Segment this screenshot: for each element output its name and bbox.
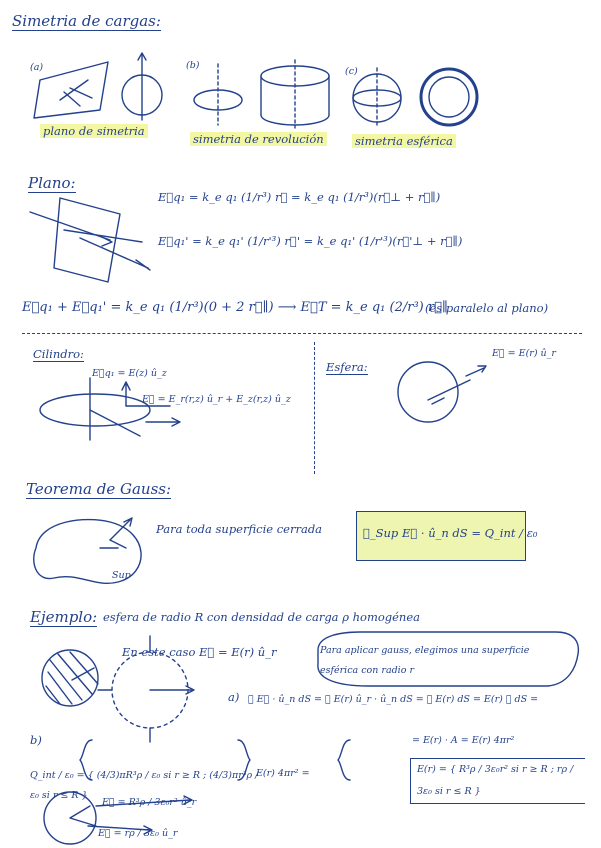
- label-b: (b): [186, 60, 200, 71]
- label-a: (a): [30, 62, 44, 73]
- equation-field-q1-prime: E⃗q₁' = k_e q₁' (1/r'³) r⃗' = k_e q₁' (1/r'³)(r⃗'⊥ + r⃗∥): [158, 234, 463, 248]
- cylinder-sketch: [261, 60, 329, 128]
- example-sphere-sketch: [42, 636, 194, 742]
- plane-charges-sketch: [30, 198, 150, 282]
- area-equation: = E(r) · A = E(r) 4πr²: [412, 735, 515, 746]
- bubble-text: Para aplicar gauss, elegimos una superficie esférica con radio r: [320, 645, 530, 676]
- brace-sketch: [80, 740, 350, 780]
- cylinder-field-sketch: [40, 378, 180, 440]
- sphere-axis-sketch: [122, 53, 162, 120]
- part-b-label: b): [30, 733, 42, 747]
- disk-sketch: [194, 64, 242, 125]
- field-inside: E⃗ = rρ / 3ε₀ û_r: [98, 828, 178, 839]
- section-title-sphere: Esfera:: [326, 360, 368, 374]
- equation-field-total: E⃗q₁ + E⃗q₁' = k_e q₁ (1/r³)(0 + 2 r⃗∥) ⟶ E⃗T = k_e q₁ (2/r³) r⃗∥: [22, 300, 448, 315]
- gauss-formula: ∯_Sup E⃗ · û_n dS = Q_int / ε₀: [363, 526, 538, 540]
- equation-field-q1: E⃗q₁ = k_e q₁ (1/r³) r⃗ = k_e q₁ (1/r³)(r⃗⊥ + r⃗∥): [158, 190, 441, 204]
- plane-sketch: [34, 62, 108, 118]
- part-a-label: a): [228, 690, 240, 704]
- equation-sphere-field: E⃗ = E(r) û_r: [492, 348, 556, 359]
- sphere-sketch-c: [353, 68, 477, 128]
- caption-revolution: simetria de revolución: [190, 132, 327, 146]
- field-area-equation: E(r) 4πr² =: [256, 768, 310, 779]
- example-description: esfera de radio R con densidad de carga ρ homogénea: [103, 610, 421, 624]
- example-case: En este caso E⃗ = E(r) û_r: [122, 645, 277, 659]
- result-equation: E(r) = { R³ρ / 3ε₀r² si r ≥ R ; rρ / 3ε₀ si r ≤ R }: [410, 758, 585, 804]
- section-title-cylinder: Cilindro:: [33, 347, 84, 361]
- equation-cylinder-axis: E⃗q₁ = E(z) û_z: [92, 368, 167, 379]
- section-title-example: Ejemplo:: [30, 608, 98, 626]
- caption-spherical: simetria esférica: [352, 134, 456, 148]
- section-title-gauss: Teorema de Gauss:: [26, 480, 172, 498]
- charge-enclosed: Q_int / ε₀ = { (4/3)πR³ρ / ε₀ si r ≥ R ; (4/3)πr³ρ / ε₀ si r ≤ R }: [30, 770, 259, 801]
- gauss-text: Para toda superficie cerrada: [156, 522, 323, 536]
- bubble-sketch: [318, 632, 578, 686]
- section-title-symmetry: Simetria de cargas:: [12, 12, 161, 30]
- section-title-plane: Plano:: [28, 174, 76, 192]
- equation-cylinder-general: E⃗ = E_r(r,z) û_r + E_z(r,z) û_z: [142, 394, 291, 405]
- label-c: (c): [345, 66, 358, 77]
- gauss-surface-sketch: [34, 518, 141, 583]
- note-parallel: (es paralelo al plano): [425, 301, 549, 315]
- surface-label: Sup: [112, 570, 131, 581]
- sphere-field-sketch: [398, 362, 486, 422]
- bottom-sphere-sketch: [44, 792, 192, 844]
- caption-plane: plano de simetria: [40, 124, 148, 138]
- part-a-equation: ∯ E⃗ · û_n dS = ∯ E(r) û_r · û_n dS = ∯ E(r) dS = E(r) ∯ dS =: [248, 694, 539, 705]
- field-outside: E⃗ = R³ρ / 3ε₀r² û_r: [102, 797, 197, 808]
